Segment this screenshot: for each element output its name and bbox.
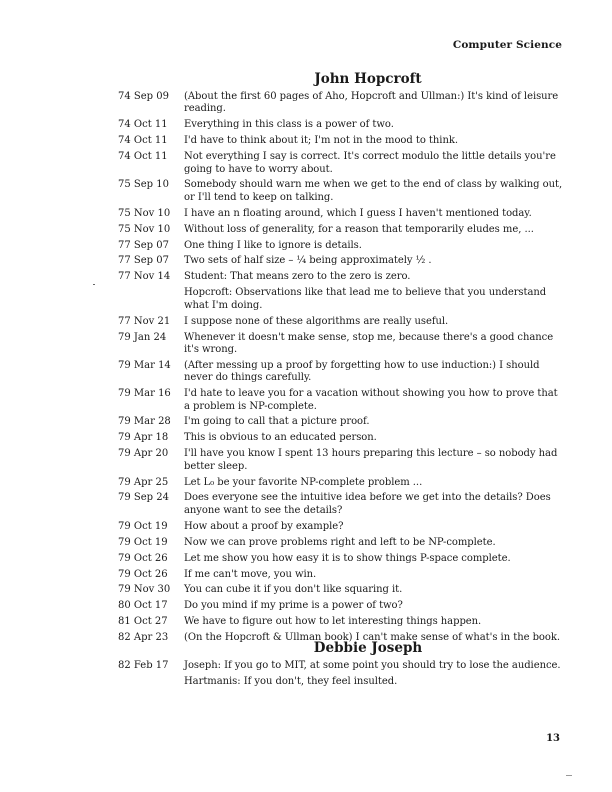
quote-entry [118,316,564,328]
section-title-debbie-joseph: Debbie Joseph [313,640,423,656]
quote-entry [118,91,564,116]
quote-text: One thing I like to ignore is details. [184,239,362,251]
quote-date: 79 Apr 25 [118,476,169,488]
quote-date: 80 Oct 17 [118,600,168,612]
quote-date: 79 Mar 28 [118,416,171,428]
quote-date: 79 Mar 16 [118,388,171,400]
quote-date: 74 Oct 11 [118,135,168,147]
quote-date: 74 Oct 11 [118,151,168,163]
quote-text: I'm going to call that a picture proof. [184,416,370,428]
quote-list-john-hopcroft [118,91,564,648]
quote-text: Hartmanis: If you don't, they feel insulted. [184,675,398,687]
quote-text: If me can't move, you win. [184,568,317,580]
quote-date: 75 Nov 10 [118,207,171,219]
quote-date: 81 Oct 27 [118,616,168,628]
quote-text: Two sets of half size – ¼ being approximately ½ . [184,255,432,267]
quote-date: 74 Sep 09 [118,91,169,102]
quote-date: 75 Nov 10 [118,223,171,235]
quote-entry [118,135,564,147]
quote-entry [118,388,564,413]
quote-text: Not everything I say is correct. It's correct modulo the little details you're going to have to worry about. [184,151,556,175]
quote-text: Without loss of generality, for a reason that temporarily eludes me, ... [184,223,534,235]
quote-date: 77 Sep 07 [118,255,169,267]
quote-entry [118,448,564,473]
quote-text: Everything in this class is a power of two. [184,119,394,131]
quote-text: Joseph: If you go to MIT, at some point you should try to lose the audience. [184,660,561,671]
quote-entry [118,676,564,688]
quote-entry [118,287,564,312]
quote-text: I'd hate to leave you for a vacation without showing you how to prove that a problem is NP-complete. [184,388,558,412]
quote-entry [118,224,564,236]
quote-date: 77 Nov 14 [118,271,171,283]
quote-text: Let me show you how easy it is to show things P-space complete. [184,552,511,564]
quote-entry [118,432,564,444]
quote-entry [118,492,564,517]
quote-text: We have to figure out how to let interesting things happen. [184,616,482,628]
quote-date: 79 Oct 26 [118,568,168,580]
quote-date: 74 Oct 11 [118,119,168,131]
quote-text: I suppose none of these algorithms are really useful. [184,315,449,327]
quote-entry [118,416,564,428]
quote-text: Do you mind if my prime is a power of two? [184,600,403,612]
quote-entry [118,360,564,385]
quote-entry [118,240,564,252]
quote-entry [118,569,564,581]
quote-date: 79 Mar 14 [118,359,171,371]
quote-text: (About the first 60 pages of Aho, Hopcroft and Ullman:) It's kind of leisure reading. [184,91,559,115]
quote-date [118,676,184,688]
quote-date: 79 Oct 19 [118,520,168,532]
quote-text: I'll have you know I spent 13 hours preparing this lecture – so nobody had better sleep. [184,448,558,472]
section-title-john-hopcroft: John Hopcroft [314,71,422,87]
quote-text: Somebody should warn me when we get to the end of class by walking out, or I'll tend to keep on talking. [184,179,563,203]
quote-date: 79 Apr 20 [118,448,169,460]
quote-entry [118,179,564,204]
quote-text: This is obvious to an educated person. [184,432,377,444]
quote-entry [118,271,564,283]
quote-text: Does everyone see the intuitive idea before we get into the details? Does anyone want to see the details? [184,492,551,516]
quote-text: (On the Hopcroft & Ullman book) I can't make sense of what's in the book. [184,632,561,644]
quote-entry [118,537,564,549]
quote-date: 79 Nov 30 [118,584,171,596]
quote-entry [118,151,564,176]
quote-date: 79 Sep 24 [118,492,169,504]
quote-date: 79 Jan 24 [118,331,167,343]
quote-text: I'd have to think about it; I'm not in the mood to think. [184,135,458,147]
stray-mark [93,284,95,285]
quote-entry [118,477,564,489]
quote-entry [118,600,564,612]
page-number: 13 [546,733,560,744]
quote-date: 79 Oct 19 [118,536,168,548]
quote-list-debbie-joseph [118,660,564,692]
quote-text: I have an n floating around, which I guess I haven't mentioned today. [184,207,532,219]
quote-date: 77 Sep 07 [118,239,169,251]
quote-entry [118,553,564,565]
quote-text: Student: That means zero to the zero is zero. [184,271,411,283]
quote-entry [118,521,564,533]
quote-date: 82 Apr 23 [118,632,169,644]
quote-text: Whenever it doesn't make sense, stop me, because there's a good chance it's wrong. [184,331,554,355]
quote-date: 79 Apr 18 [118,432,169,444]
quote-text: You can cube it if you don't like squaring it. [184,584,403,596]
stray-dash [566,775,572,776]
quote-date: 77 Nov 21 [118,315,171,327]
quote-date: 82 Feb 17 [118,660,169,671]
running-header: Computer Science [452,39,562,51]
quote-text: Hopcroft: Observations like that lead me to believe that you understand what I'm doing. [184,287,547,311]
quote-entry [118,208,564,220]
quote-entry [118,584,564,596]
quote-date: 79 Oct 26 [118,552,168,564]
quote-date [118,287,184,312]
quote-date: 75 Sep 10 [118,179,169,191]
quote-entry [118,332,564,357]
quote-text: (After messing up a proof by forgetting how to use induction:) I should never do things carefully. [184,359,540,384]
quote-entry [118,255,564,267]
quote-text: Let L₀ be your favorite NP-complete problem ... [184,476,423,488]
quote-entry [118,616,564,628]
quote-text: How about a proof by example? [184,520,344,532]
quote-text: Now we can prove problems right and left to be NP-complete. [184,536,496,548]
quote-entry [118,119,564,131]
quote-entry [118,660,564,672]
